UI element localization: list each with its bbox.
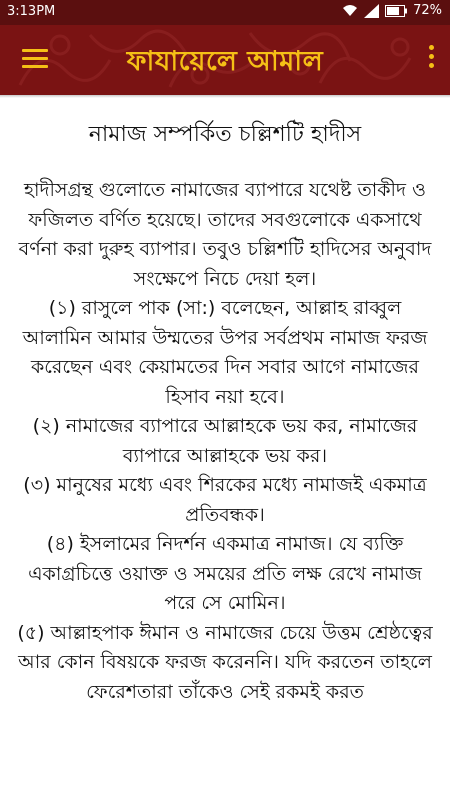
wifi-icon — [342, 4, 358, 17]
app-bar — [0, 25, 450, 95]
article-paragraph: হাদীসগ্রন্থ গুলোতে নামাজের ব্যাপারে যথেষ্ট তাকীদ ও ফজিলত বর্ণিত হয়েছে। তাদের সবগুলোকে একসাথে বর্ণনা করা দুরুহ ব্যাপার। তবুও চল্লিশটি হাদিসের অনুবাদ সংক্ষেপে নিচে দেয়া হল। — [18, 179, 432, 290]
status-icons — [342, 3, 442, 18]
article-content[interactable] — [0, 98, 450, 800]
more-options-icon[interactable] — [426, 45, 436, 75]
article-body — [14, 176, 436, 707]
app-title: ফাযায়েলে আমাল — [126, 46, 324, 77]
article-paragraph: (৩) মানুষের মধ্যে এবং শিরকের মধ্যে নামাজই একমাত্র প্রতিবন্ধক। — [23, 474, 427, 526]
signal-icon — [364, 4, 379, 18]
status-time: 3:13PM — [7, 4, 56, 19]
article-heading: নামাজ সম্পর্কিত চল্লিশটি হাদীস — [88, 122, 362, 147]
article-paragraph: (২) নামাজের ব্যাপারে আল্লাহকে ভয় কর, নামাজের ব্যাপারে আল্লাহকে ভয় কর। — [32, 415, 418, 467]
article-paragraph: (৫) আল্লাহপাক ঈমান ও নামাজের চেয়ে উত্তম শ্রেষ্ঠত্বের আর কোন বিষয়কে ফরজ করেননি। যদি করতেন তাহলে ফেরেশতারা তাঁকেও সেই রকমই করত — [17, 621, 433, 703]
article-paragraph: (৪) ইসলামের নিদর্শন একমাত্র নামাজ। যে ব্যক্তি একাগ্রচিত্তে ওয়াক্ত ও সময়ের প্রতি লক্ষ রেখে নামাজ পরে সে মোমিন। — [28, 533, 422, 614]
battery-level: 72% — [413, 3, 442, 18]
status-bar — [0, 0, 450, 25]
article-paragraph: (১) রাসুলে পাক (সা:) বলেছেন, আল্লাহ রাব্বুল আলামিন আমার উম্মতের উপর সর্বপ্রথম নামাজ ফরজ করেছেন এবং কেয়ামতের দিন সবার আগে নামাজের হিসাব নয়া হবে। — [22, 297, 428, 408]
battery-icon — [385, 5, 407, 17]
